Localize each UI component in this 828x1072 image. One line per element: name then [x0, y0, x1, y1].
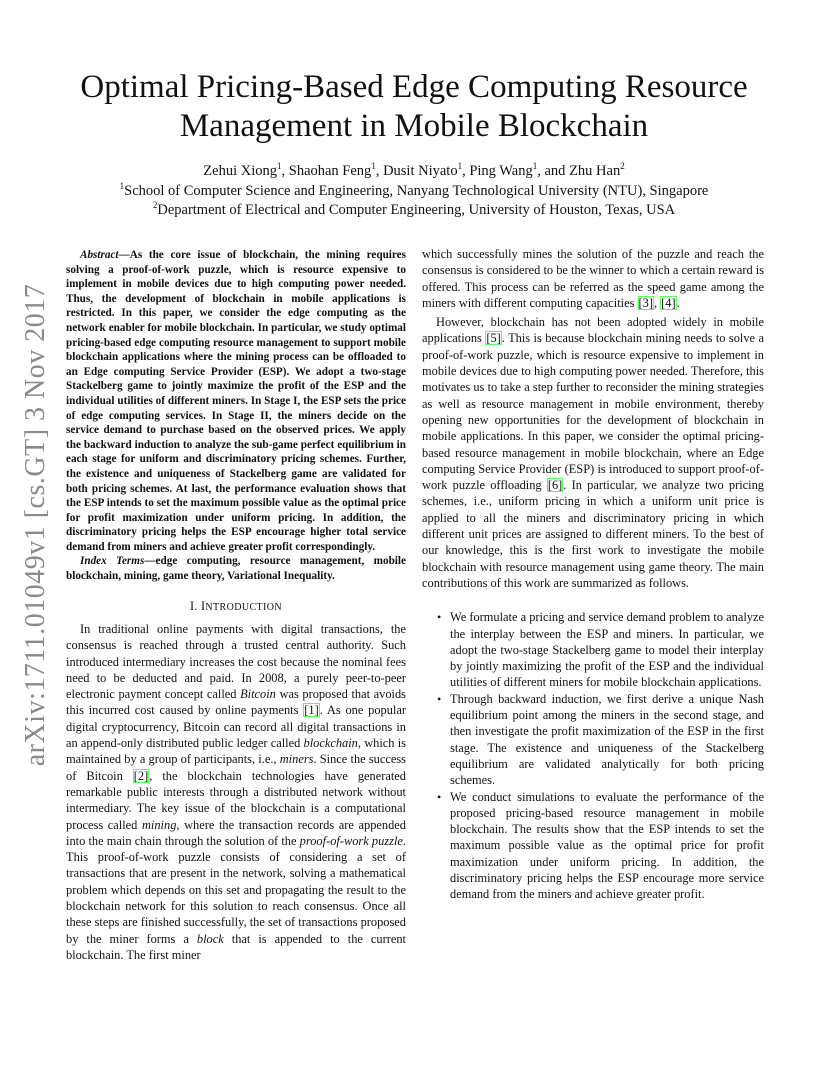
citation-link[interactable]: [2]: [133, 768, 149, 783]
bullet-icon: •: [437, 691, 442, 706]
abstract-text: —As the core issue of blockchain, the mining requires solving a proof-of-work puzzle, which is resource expensive to implement in mobile devices due to high computing power needed. Thus, the development of blockchain in mobile applications is restricted. In this paper, we consider the edge computing as the network enabler for mobile blockchain. In particular, we study optimal pricing-based edge computing resource management to support mobile blockchain applications where the mining process can be offloaded to an Edge computing Service Provider (ESP). We adopt a two-stage Stackelberg game to jointly maximize the profit of the ESP and the individual utilities of different miners. In Stage I, the ESP sets the price of edge computing services. In Stage II, the miners decide on the service demand to purchase based on the observed prices. We apply the backward induction to analyze the sub-game perfect equilibrium in each stage for uniform and discriminatory pricing schemes. Further, the existence and uniqueness of Stackelberg game are validated for both pricing schemes. At last, the performance evaluation shows that the ESP intends to set the maximum possible value as the optimal price for profit maximization under uniform pricing. In addition, the discriminatory pricing helps the ESP encourage higher total service demand from miners and achieve greater profit correspondingly.: [66, 249, 406, 553]
citation-link[interactable]: [1]: [304, 703, 319, 718]
author-separator: ,: [462, 163, 470, 179]
affiliation-text: Department of Electrical and Computer Engineering, University of Houston, Texas, USA: [157, 202, 676, 218]
text-run: which successfully mines the solution of the puzzle and reach the consensus is considered to be the winner to which a certain reward is offered. This process can be referred as the speed game among the miners with different computing capacities: [422, 247, 765, 310]
author-name: Zehui Xiong: [203, 163, 277, 179]
author-affiliation-mark: 1: [277, 161, 282, 172]
arxiv-side-stamp: [10, 283, 62, 767]
section-number: I.: [189, 598, 202, 613]
emphasized-term: mining: [141, 817, 177, 832]
text-run: . This is because blockchain mining needs to solve a proof-of-work puzzle, which is resource expensive to implement in mobile devices due to high computing power needed. Therefore, this motivates us to take a step further to reconsider the mining strategies as well as resource management in mobile environment, thereby opening new opportunities for the development of blockchain in mobile applications. In this paper, we consider the optimal pricing-based resource management in mobile blockchain, where an Edge computing Service Provider (ESP) is introduced to support proof-of-work puzzle offloading: [422, 331, 764, 493]
section-title-rest: NTRODUCTION: [205, 601, 283, 613]
bullet-icon: •: [437, 610, 442, 625]
author-name: Ping Wang: [469, 163, 533, 179]
text-run: However, blockchain has not been adopted widely in mobile applications: [422, 315, 764, 346]
abstract: [66, 248, 406, 554]
affiliation-mark: 2: [152, 200, 158, 211]
author-separator: ,: [375, 163, 384, 179]
arxiv-identifier[interactable]: arXiv:1711.01049v1 [cs.GT] 3 Nov 2017: [20, 283, 51, 767]
index-terms: [66, 554, 406, 583]
author-name: Zhu Han: [569, 163, 621, 179]
text-run: , which is maintained by a group of participants, i.e.,: [66, 736, 406, 767]
bullet-icon: •: [437, 789, 442, 804]
text-run: ,: [653, 295, 661, 310]
intro-paragraph-1: [66, 621, 406, 963]
section-title-first-letter: I: [201, 598, 206, 613]
emphasized-term: proof-of-work puzzle: [299, 833, 403, 848]
contribution-text: We formulate a pricing and service demand problem to analyze the interplay between the ESP and miners. In particular, we adopt the two-stage Stackelberg game to model their interplay by jointly maximizing the profit of the ESP and the individual utilities of different miners for mobile blockchain applications.: [450, 610, 764, 690]
text-run: .: [676, 295, 680, 310]
text-run: was proposed that avoids this incurred cost caused by online payments: [66, 687, 406, 718]
text-run: . As one popular digital cryptocurrency, Bitcoin can record all digital transactions in an append-only distributed public ledger called: [66, 703, 407, 751]
text-run: . Since the success of Bitcoin: [66, 752, 406, 783]
contribution-text: Through backward induction, we first derive a unique Nash equilibrium point among the miners in the second stage, and then investigate the profit maximization of the ESP in the first stage. The existence and uniqueness of the Stackelberg equilibrium are validated analytically for both pricing schemes.: [450, 691, 764, 788]
contribution-item: [437, 691, 764, 789]
left-column: [66, 248, 406, 963]
author-list: [40, 161, 788, 181]
author-separator: ,: [281, 163, 289, 179]
section-heading-introduction: [66, 598, 406, 616]
paper-title: [40, 68, 788, 146]
title-line-2: Management in Mobile Blockchain: [179, 108, 649, 144]
text-run: that is appended to the current blockchain. The first miner: [66, 931, 407, 962]
contribution-item: [437, 789, 764, 903]
affiliation-1: [40, 181, 788, 201]
affiliation-mark: 1: [119, 181, 125, 192]
contributions-list: [422, 609, 764, 902]
contribution-text: We conduct simulations to evaluate the performance of the proposed pricing-based resource management in mobile blockchain. The results show that the ESP intends to set the maximum possible value as the optimal price for profit maximization under uniform pricing. In addition, the discriminatory pricing helps the ESP encourage more service demand from the miners and achieve greater profit.: [450, 789, 764, 902]
emphasized-term: block: [196, 931, 224, 946]
author-affiliation-mark: 1: [532, 161, 538, 172]
right-column: [422, 246, 764, 903]
citation-link[interactable]: [4]: [661, 295, 676, 310]
emphasized-term: miners: [279, 752, 314, 767]
text-run: In traditional online payments with digital transactions, the consensus is reached through a trusted central authority. Such introduced intermediary increases the cost because the nominal fees need to be deducted and paid. In 2008, a purely peer-to-peer electronic payment concept called: [66, 621, 406, 702]
index-terms-text: —edge computing, resource management, mobile blockchain, mining, game theory, Variational Inequality.: [66, 555, 406, 583]
text-run: . This proof-of-work puzzle consists of considering a set of transactions that are present in the network, solving a mathematical problem which depends on this set and propagating the result to the blockchain network for this solution to reach consensus. Once all these steps are finished successfully, the set of transactions proposed by the miner forms a: [66, 833, 406, 946]
abstract-label: Abstract: [80, 249, 119, 261]
title-line-1: Optimal Pricing-Based Edge Computing Resource: [80, 69, 748, 105]
affiliation-2: [40, 200, 788, 220]
text-run: , where the transaction records are appended into the main chain through the solution of the: [66, 817, 406, 848]
emphasized-term: blockchain: [303, 736, 358, 751]
emphasized-term: Bitcoin: [240, 687, 276, 702]
citation-link[interactable]: [6]: [547, 478, 563, 493]
author-affiliation-mark: 1: [457, 161, 463, 172]
citation-link[interactable]: [3]: [638, 295, 653, 310]
author-name: Shaohan Feng: [288, 163, 372, 179]
contribution-item: [437, 609, 764, 690]
intro-paragraph-2: [422, 314, 764, 591]
text-run: , the blockchain technologies have generated remarkable public interests through a distributed network without intermediary. The key issue of the blockchain is a computational process called: [66, 768, 406, 832]
index-terms-label: Index Terms: [80, 555, 145, 568]
author-name: Dusit Niyato: [383, 163, 458, 179]
intro-paragraph-1-continued: [422, 246, 764, 311]
author-separator: , and: [537, 163, 570, 179]
author-affiliation-mark: 2: [620, 161, 625, 172]
affiliation-text: School of Computer Science and Engineering, Nanyang Technological University (NTU), Singapore: [124, 183, 709, 199]
author-affiliation-mark: 1: [371, 161, 376, 172]
citation-link[interactable]: [5]: [486, 331, 501, 346]
text-run: . In particular, we analyze two pricing schemes, i.e., uniform pricing in which a uniform unit price is applied to all the miners and discriminatory pricing in which different unit prices are assigned to different miners. To the best of our knowledge, this is the first work to investigate the mobile blockchain with resource management using game theory. The main contributions of this work are summarized as follows.: [422, 478, 764, 590]
